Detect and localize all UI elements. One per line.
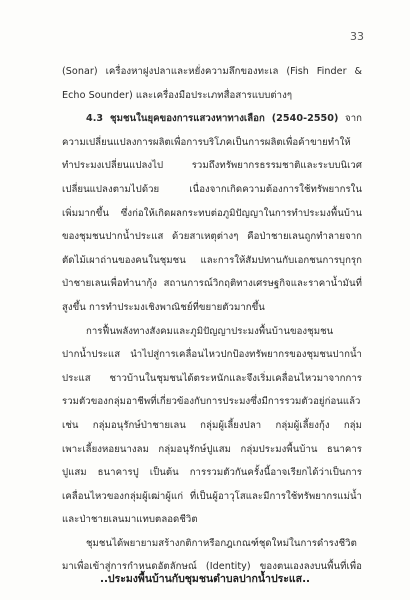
running-footer: ..ประมงพื้นบ้านกับชุมชนตำบลปากน้ำประแส..	[99, 573, 311, 585]
text-line: ชุมชนได้พยายามสร้างกติกาหรือกฎเกณฑ์ชุดใหม่ในการดำรงชีวิต	[86, 537, 357, 549]
page-number: 33	[350, 30, 364, 43]
text-line: ปากน้ำประแส นำไปสู่การเคลื่อนไหวปกป้องทรัพยากรของชุมชนปากน้ำ	[62, 349, 362, 361]
text-line: รวมตัวของกลุ่มอาชีพที่เกี่ยวข้องกับการประมงซึ่งมีการรวมตัวอยู่ก่อนแล้ว	[62, 396, 361, 408]
text-line: Echo Sounder) และเครื่องมือประเภทสื่อสารแบบต่างๆ	[62, 89, 293, 101]
text-line: เคลื่อนไหวของกลุ่มผู้เฒ่าผู้แก่ ที่เป็นผู้อาวุโสและมีการใช้ทรัพยากรแม่น้ำ	[62, 490, 362, 502]
text-line: (Sonar) เครื่องหาฝูงปลาและหยั่งความลึกของทะเล (Fish Finder &	[62, 66, 362, 77]
section-heading-line	[62, 107, 362, 131]
text-line: เปลี่ยนแปลงตามไปด้วย เนื่องจากเกิดความต้องการใช้ทรัพยากรใน	[62, 183, 362, 195]
text-line: ตัดไม้เผาถ่านของคนในชุมชน และการให้สัมปทานกับเอกชนการบุกรุก	[62, 254, 362, 266]
text-line: สูงขึ้น การทำประมงเชิงพาณิชย์ที่ขยายตัวมากขึ้น	[62, 301, 265, 313]
text-line: และป่าชายเลนมาแทบตลอดชีวิต	[62, 514, 198, 526]
text-line: ปูแสม ธนาคารปู เป็นต้น การรวมตัวกันครั้งนี้อาจเรียกได้ว่าเป็นการ	[62, 467, 362, 479]
text-line: ของชุมชนปากน้ำประแส ด้วยสาเหตุต่างๆ คือป่าชายเลนถูกทำลายจาก	[62, 231, 362, 243]
text-line: ประแส ชาวบ้านในชุมชนได้ตระหนักและจึงเริ่มเคลื่อนไหวมาจากการ	[62, 372, 362, 384]
text-line: ป่าชายเลนเพื่อทำนากุ้ง สถานการณ์วิกฤติทางเศรษฐกิจและราคาน้ำมันที่	[62, 278, 362, 290]
heading-tail-text: จาก	[345, 113, 362, 125]
text-line: การฟื้นพลังทางสังคมและภูมิปัญญาประมงพื้นบ้านของชุมชน	[86, 325, 334, 337]
text-line: เพาะเลี้ยงหอยนางลม กลุ่มอนุรักษ์ปูแสม กลุ่มประมงพื้นบ้าน ธนาคาร	[62, 443, 362, 455]
text-line: มาเพื่อเข้าสู่การกำหนดอัตลักษณ์ (Identity) ของตนเองลงบนพื้นที่เพื่อ	[62, 561, 362, 573]
body-text	[62, 60, 362, 579]
text-line: เช่น กลุ่มอนุรักษ์ป่าชายเลน กลุ่มผู้เลี้ยงปลา กลุ่มผู้เลี้ยงกุ้ง กลุ่ม	[62, 419, 362, 431]
text-line: เพิ่มมากขึ้น ซึ่งก่อให้เกิดผลกระทบต่อภูมิปัญญาในการทำประมงพื้นบ้าน	[62, 207, 362, 219]
text-line: ทำประมงเปลี่ยนแปลงไป รวมถึงทรัพยากรธรรมชาติและระบบนิเวศ	[62, 160, 362, 172]
text-line: ความเปลี่ยนแปลงการผลิตเพื่อการบริโภคเป็นการผลิตเพื่อค้าขายทำให้	[62, 136, 351, 148]
section-heading: 4.3 ชุมชนในยุคของการแสวงหาทางเลือก (2540-2550)	[86, 113, 339, 125]
